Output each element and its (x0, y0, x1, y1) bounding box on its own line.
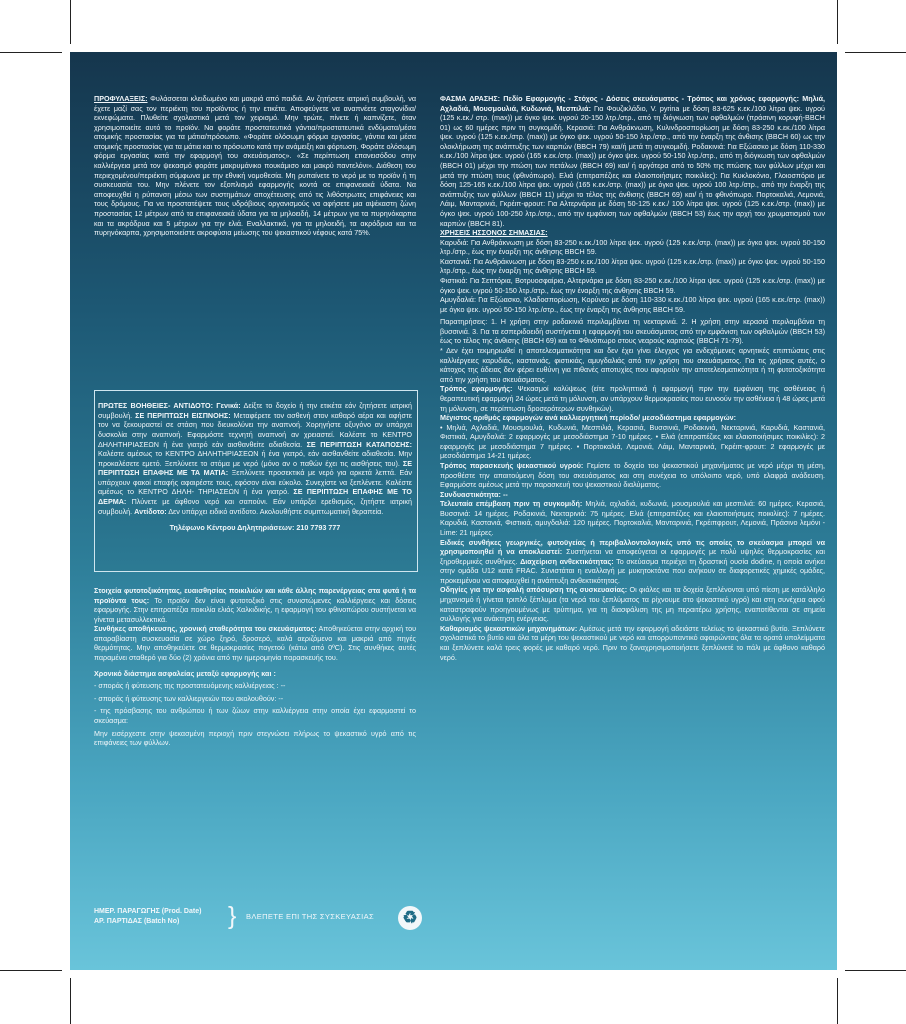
last-application-text: Μηλιά, αχλαδιά, κυδωνιά, μουσμουλιά και μεσπιλιά: 60 ημέρες. Κερασιά, Βυσσινιά: 14 ημέρες. Ροδακινιά, Νεκταρινιά: 75 ημέρες. Ελιά (επιτραπέζιες και ελαιοποιήσιμες ποικιλίες): 7 ημέρες. Καρυδιά, Καστανιά, Φιστικιά, αμυγδαλιά: 120 ημέρες. Πορτοκαλιά, Μανταρινιά, Γκρέιπφρουτ, Λεμονιά, Πράσινο λεμόνι - Lime: 21 ημέρες. (440, 499, 825, 538)
ingestion-text: Καλέστε αμέσως το ΚΕΝΤΡΟ ΔΗΛΗΤΗΡΙΑΣΕΩΝ ή ένα γιατρό, εάν αισθανθείτε αδιαθεσία. Μην προκαλέσετε εμετό. Ξεπλύνετε το στόμα με νερό (μόνο αν ο παθών έχει τις αισθήσεις του). (98, 449, 412, 468)
spectrum-text: Για Φουζικλάδιο, V. pyrina με δόση 83-625 κ.εκ./100 λίτρα ψεκ. υγρού (125 κ.εκ./ στρ. (max)) με όγκο ψεκ. υγρού 20-150 λτρ./στρ., από τη διόγκωση των οφθαλμών (πράσινη κορυφή-BBCH 01) ως 60 ημέρες πριν τη συγκομιδή. Κερασιά: Για Ανθράκνωση, Κυλινδροσπορίωση με δόση 83-250 κ.εκ./100 λίτρα ψεκ. υγρού (125 κ.εκ./στρ. (max)) με όγκο ψεκ. υγρού 50-150 λτρ./στρ., από την έναρξη της άνθισης (BBCH 60) ως την ολοκλήρωση της ανάπτυξης των καρπών (BBCH 79) και/ή μετά τη συγκομιδή. Ροδακινιά: Για Εξώασκο με δόση 110-330 κ.εκ./100 λίτρα ψεκ. υγρού (165 κ.εκ./στρ. (max)) με όγκο ψεκ. υγρού 50-150 λτρ./στρ., από τη διόγκωση των οφθαλμών (BBCH 01) μέχρι την πτώση των πετάλων (BBCH 69) και/ ή αργότερα από το 50% της πτώσης των φύλλων μέχρι και μετά την πτώση τους (φθινόπωρο). Ελιά (επιτραπέζιες και ελαιοποιήσιμες ποικιλίες): Για Κυκλοκόνιο, Γλοιοσπόριο με δόση 125-165 κ.εκ./100 λίτρα ψεκ. υγρού (165 κ.εκ./στρ. (max)) με όγκο ψεκ. υγρού 100 λτρ./στρ., από την έναρξη της ανάπτυξης των φύλλων (BBCH 11) μέχρι το τέλος της άνθισης (BBCH 69) και/ ή το φθινόπωρο. Πορτοκαλιά, Λεμονιά, Λάιμ, Μανταρινιά, Γκρέιπ-φρουτ: Για Αλτερνάρια με δόση 50-125 κ.εκ./ 100 λίτρα ψεκ. υγρού (125 κ.εκ./στρ. (max)) με όγκο ψεκ. υγρού 100-250 λτρ./στρ., από την εμφάνιση των οφθαλμών (BBCH 53) έως την αρχή του χρωματισμού των καρπών (BBCH 81). (440, 103, 825, 228)
minor-use-chestnut: Καστανιά: Για Ανθράκνωση με δόση 83-250 κ.εκ./100 λίτρα ψεκ. υγρού (125 κ.εκ./στρ. (max)) με όγκο ψεκ. υγρού 50-150 λτρ./στρ., έως την έναρξη της άνθησης BBCH 59. (440, 256, 825, 276)
first-aid-section (98, 394, 412, 540)
eye-contact-text: Ξεπλύνετε προσεκτικά με νερό για αρκετά λεπτά. Εάν υπάρχουν φακοί επαφής αφαιρέστε τους, εφόσον είναι εύκολο. Συνεχίστε να ξεπλένετε. Καλέστε αμέσως το ΚΕΝΤΡΟ ΔΗΛΗ- ΤΗΡΙΑΣΕΩΝ ή ένα γιατρό. (98, 468, 412, 497)
inhalation-label: ΣΕ ΠΕΡΙΠΤΩΣΗ ΕΙΣΠΝΟΗΣ: (135, 410, 231, 420)
production-info (94, 907, 201, 927)
lower-left-section (94, 586, 416, 748)
safety-interval-title: Χρονικό διάστημα ασφαλείας μεταξύ εφαρμογής και : (94, 668, 276, 678)
minor-use-pistachio: Φιστικιά: Για Σεπτόρια, Βοτρυοσφαίρια, Αλτερνάρια με δόση 83-250 κ.εκ./100 λίτρα ψεκ. υγρού (125 κ.εκ./στρ. (max)) με όγκο ψεκ. υγρού 50-150 λτρ./στρ., έως την έναρξη της άνθησης BBCH 59. (440, 275, 825, 295)
first-aid-general-label: Γενικά: (216, 401, 241, 411)
method-title: Τρόπος εφαρμογής: (440, 384, 513, 394)
inhalation-text: Μεταφέρετε τον ασθενή στον καθαρό αέρα και αφήστε τον να ξεκουραστεί σε στάση που διευκολύνει την αναπνοή. Χορηγήστε οξυγόνο αν υπάρχει δυσκολία στην αναπνοή. Εφαρμόστε τεχνητή αναπνοή αν χρειαστεί. Καλέστε το ΚΕΝΤΡΟ ΔΗΛΗΤΗΡΙΑΣΕΩΝ ή ένα γιατρό εάν αισθανθείτε αδιαθεσία. (98, 410, 412, 449)
cleaning-text: Αμέσως μετά την εφαρμογή αδειάστε τελείως το ψεκαστικό βυτίο. Ξεπλύνετε σχολαστικά το βυτίο και όλα τα μέρη του ψεκαστικού με νερό και απορρυπαντικό αφαιρώντας όλα τα ορατά υπολείμματα και ξεπλύνετε καλά τρεις φορές με καθαρό νερό. Πριν το ξαναχρησιμοποιήσετε ξεπλύνετέ το πάλι με άφθονο καθαρό νερό. (440, 623, 826, 662)
disposal-title: Οδηγίες για την ασφαλή απόσυρση της συσκευασίας: (440, 585, 628, 595)
phytotoxicity-title: Στοιχεία φυτοτοξικότητας, ευαισθησίας ποικιλιών και κάθε άλλης παρενέργειας στα φυτά ή τα προϊόντα τους: (94, 586, 416, 605)
minor-use-walnut: Καρυδιά: Για Ανθράκνωση με δόση 83-250 κ.εκ./100 λίτρα ψεκ. υγρού (125 κ.εκ./στρ. (max)) με όγκο ψεκ. υγρού 50-150 λτρ./στρ., έως την έναρξη της άνθησης BBCH 59. (440, 237, 825, 257)
crop-mark (837, 0, 838, 44)
compatibility-text: Συνδυαστικότητα: -- (440, 489, 508, 499)
special-conditions-title: Ειδικές συνθήκες γεωργικές, φυτοϋγείας ή περιβαλλοντολογικές υπό τις οποίες το σκεύασμα μπορεί να χρησιμοποιηθεί ή να αποκλειστεί: (440, 537, 825, 557)
right-column (440, 94, 825, 662)
see-package-note: ΒΛΕΠΕΤΕ ΕΠΙ ΤΗΣ ΣΥΣΚΕΥΑΣΙΑΣ (246, 912, 374, 921)
brace-symbol: } (228, 902, 237, 930)
antidote-text: Δεν υπάρχει ειδικό αντίδοτο. Ακολουθήστε συμπτωματική θεραπεία. (168, 506, 384, 516)
precautions-text: Φυλάσσεται κλειδωμένο και μακριά από παιδιά. Αν ζητήσετε ιατρική συμβουλή, να έχετε μαζί σας τον περιέκτη του προϊόντος ή την ετικέτα. Αποφεύγετε να αναπνέετε σταγονίδια/εκνεφώματα. Πλυθείτε σχολαστικά μετά τον χειρισμό. Μην τρώτε, πίνετε ή καπνίζετε, όταν χρησιμοποιείτε αυτό το προϊόν. Να φοράτε προστατευτικά γάντια/προστατευτικά ενδύματα/μέσα ατομικής προστασίας για τα μάτια/πρόσωπο. «Φοράτε ολόσωμη φόρμα εργασίας, γάντια και μέσα ατομικής προστασίας για τα μάτια και το πρόσωπο κατά την ανάμειξη και φόρτωση. Φοράτε ολόσωμη φόρμα εργασίας κατά την εφαρμογή του σκευάσματος». «Σε περίπτωση επανεισόδου στην καλλιέργεια μετά τον ψεκασμό φοράτε μακρυμάνικο πουκάμισο και μακρύ παντελόνι». Διάθεση του περιεχομένου/περιέκτη σύμφωνα με την εθνική νομοθεσία. Μη ρυπαίνετε το νερό με το προϊόν ή τη συσκευασία του. Μην πλένετε τον εξοπλισμό εφαρμογής κοντά σε επιφανειακά ύδατα. Να αποφευχθεί η ρύπανση μέσω των συστημάτων αποχέτευσης από τις λιθόστρωτες επιφάνειες και τους δρόμους. Για να προστατέψετε τους υδρόβιους οργανισμούς να αφήσετε μια αψέκαστη ζώνη προστασίας 12 μέτρων από τα επιφανειακά ύδατα για τα μηλοειδή, 14 μέτρων για τα πυρηνόκαρπα και τα ακρόδρυα και 5 μέτρων για την ελιά. Εναλλακτικά, για τα μηλοειδή, τα ακρόδρυα και τα πυρηνόκαρπα, χρησιμοποιείστε ακροφύσια μείωσης του ψεκαστικού νέφους κατά 75%. (94, 94, 417, 238)
ingestion-label: ΣΕ ΠΕΡΙΠΤΩΣΗ ΚΑΤΑΠΟΣΗΣ: (306, 439, 413, 449)
crop-mark (70, 978, 71, 1024)
poison-center-phone: Τηλέφωνο Κέντρου Δηλητηριάσεων: 210 7793 777 (169, 523, 341, 533)
precautions-title: ΠΡΟΦΥΛΑΞΕΙΣ: (94, 94, 148, 103)
special-conditions-text: Συστήνεται να αποφεύγεται οι εφαρμογές με πολύ υψηλές θερμοκρασίες και ξηροθερμικές συνθήκες. (440, 547, 825, 566)
first-aid-general-text: Δείξτε το δοχείο ή την ετικέτα εάν ζητήσετε ιατρική συμβουλή. (98, 401, 412, 420)
safety-interval-line: - σποράς ή φύτευσης των καλλιεργειών που ακολουθούν: -- (94, 693, 284, 703)
phytotoxicity-text: Το προϊόν δεν είναι φυτοτοξικό στις συνιστώμενες καλλιέργειες και δόσεις εφαρμογής. Στην επιτραπέζια ποικιλία ελιάς Χαλκιδικής, η εφαρμογή του φθινοπώρου συστήνεται να γίνεται μετασυλλεκτικά. (94, 595, 416, 624)
crop-mark (845, 52, 906, 53)
max-applications-text: • Μηλιά, Αχλαδιά, Μουσμουλιά, Κυδωνιά, Μεσπιλιά, Κερασιά, Βυσσινιά, Ροδακινιά, Νεκταρινιά, Καρυδιά, Καστανιά, Φιστικιά, Αμυγδαλιά: 2 εφαρμογές με μεσοδιάστημα 7-10 ημέρες. • Ελιά (επιτραπέζιες και ελαιοποιήσιμες ποικιλίες): 2 εφαρμογές με μεσοδιάστημα 7 ημέρες. • Πορτοκαλιά, Λεμονιά, Λάιμ, Μανταρινιά, Γκρέιπ-φρουτ: 2 εφαρμογές με μεσοδιάστημα 14-21 ημέρες. (440, 422, 825, 461)
recycle-icon: ♻ (398, 906, 422, 930)
last-application-title: Τελευταία επέμβαση πριν τη συγκομιδή: (440, 499, 583, 509)
resistance-text: Το σκεύασμα περιέχει τη δραστική ουσία dodine, η οποία ανήκει στην ομάδα U12 κατά FRAC. Συνιστάται η εναλλαγή με μυκητοκτόνα που ανήκουν σε διαφορετικές χημικές ομάδες, προκειμένου να αποφευχθεί η ανάπτυξη ανθεκτικότητας. (440, 556, 825, 585)
crop-mark (0, 970, 62, 971)
resistance-title: Διαχείριση ανθεκτικότητας: (520, 556, 614, 566)
safety-interval-line: Μην εισέρχεστε στην ψεκασμένη περιοχή πριν στεγνώσει πλήρως το ψεκαστικό υγρό από τις επιφάνειες των φύλλων. (94, 728, 416, 748)
storage-title: Συνθήκες αποθήκευσης, χρονική σταθερότητα του σκευάσματος: (94, 624, 317, 634)
preparation-title: Τρόπος παρασκευής ψεκαστικού υγρού: (440, 460, 584, 470)
disclaimer-text: * Δεν έχει τεκμηριωθεί η αποτελεσματικότητα και δεν έχει γίνει έλεγχος για ενδεχόμενες αρνητικές επιπτώσεις στις καλλιέργειες καρυδιάς, καστανιάς, φιστικιάς, αμυγδαλιάς από την χρήση του σκευάσματος. Για τις χρήσεις αυτές, ο κάτοχος της άδειας δεν φέρει ευθύνη για πιθανές αποτυχίες που αφορούν την αποτελεσματικότητα ή τη φυτοτοξικότητα από την χρήση του σκευάσματος. (440, 346, 825, 384)
production-date-label: ΗΜΕΡ. ΠΑΡΑΓΩΓΗΣ (Prod. Date) (94, 908, 202, 915)
label-panel (70, 52, 837, 970)
minor-uses-title: ΧΡΗΣΕΙΣ ΗΣΣΟΝΟΣ ΣΗΜΑΣΙΑΣ: (440, 228, 548, 238)
crop-mark (837, 978, 838, 1024)
batch-number-label: ΑΡ. ΠΑΡΤΙΔΑΣ (Batch No) (94, 917, 180, 925)
crop-mark (70, 0, 71, 44)
method-text: Ψεκασμοί καλύψεως (είτε προληπτικά ή εφαρμογή πριν την εμφάνιση της ασθένειας ή θεραπευτική εφαρμογή 24 ώρες μετά τη μόλυνση, αν υπάρχουν θερμοκρασίες που ευνοούν την ασθένεια ή 48 ώρες μετά τη μόλυνση, σε περίπτωση δροσερότερων συνθηκών). (440, 384, 825, 413)
antidote-label: Αντίδοτο: (134, 506, 167, 516)
disposal-text: Οι φιάλες και τα δοχεία ξεπλένονται υπό πίεση με κατάλληλο μηχανισμό ή γίνεται τριπλό ξέπλυμα (τα νερά του ξεπλύματος τα ρίχνουμε στο ψεκαστικό υγρό) και στη συνέχεια αφού καταστραφούν προηγουμένως με τρύπημα, για τη διασφάλιση της μη περαιτέρω χρήσης, εναποτίθενται σε σημεία συλλογής για ανάκτηση ενέργειας. (440, 585, 825, 624)
max-applications-title: Μέγιστος αριθμός εφαρμογών ανά καλλιεργητική περίοδο/ μεσοδιάστημα εφαρμογών: (440, 413, 737, 423)
skin-contact-label: ΣΕ ΠΕΡΙΠΤΩΣΗ ΕΠΑΦΗΣ ΜΕ ΤΟ ΔΕΡΜΑ: (98, 487, 413, 506)
cleaning-title: Καθαρισμός ψεκαστικών μηχανημάτων: (440, 623, 578, 633)
minor-use-almond: Αμυγδαλιά: Για Εξώασκο, Κλαδοσπορίωση, Κορύνεο με δόση 110-330 κ.εκ./100 λίτρα ψεκ. υγρού (165 κ.εκ./στρ. (max)) με όγκο ψεκ. υγρού 50-150 λτρ./στρ., έως την έναρξη της άνθησης BBCH 59. (440, 295, 825, 314)
preparation-text: Γεμίστε το δοχείο του ψεκαστικού μηχανήματος με νερό μέχρι τη μέση, προσθέστε την απαιτούμενη δόση του σκευάσματος και στη συνέχεια το υπόλοιπο νερό, υπό ελαφρά ανάδευση. Εφαρμόστε αμέσως μετά την παρασκευή του ψεκαστικού διαλύματος. (440, 460, 825, 490)
spectrum-title: ΦΑΣΜΑ ΔΡΑΣΗΣ: Πεδίο Εφαρμογής - Στόχος - Δόσεις σκευάσματος - Τρόπος και χρόνος εφαρμογής: Μηλιά, Αχλαδιά, Μουσμουλιά, Κυδωνιά, Μεσπιλιά: (440, 94, 825, 113)
first-aid-title: ΠΡΩΤΕΣ ΒΟΗΘΕΙΕΣ- ΑΝΤΙΔΟΤΟ: (98, 401, 213, 411)
crop-mark (0, 52, 62, 53)
crop-mark (845, 970, 906, 971)
safety-interval-line: - σποράς ή φύτευσης της προστατευόμενης καλλιέργειας : -- (94, 681, 286, 691)
precautions-section (94, 94, 416, 238)
storage-text: Αποθηκεύεται στην αρχική του απαραβίαστη συσκευασία σε χώρο ξηρό, δροσερό, καλά αεριζόμενο και μακριά από πηγές θερμότητας. Μην αποθηκεύετε σε θερμοκρασίες παγετού (κάτω από 0ºC). Στις συνθήκες αυτές παραμένει σταθερό για δύο (2) χρόνια από την ημερομηνία παρασκευής του. (94, 624, 417, 663)
notes-text: Παρατηρήσεις: 1. Η χρήση στην ροδακινιά περιλαμβάνει τη νεκταρινιά. 2. Η χρήση στην κερασιά περιλαμβάνει τη βυσσινιά. 3. Για τα εσπεριδοειδή συστήνεται η εφαρμογή του σκευάσματος από την εμφάνιση των οφθαλμών (BBCH 53) έως το τέλος της άνθισης (BBCH 69) και το Φθινόπωρο στους νεαρούς καρπούς (BBCH 71-79). (440, 317, 825, 346)
skin-contact-text: Πλύνετε με άφθονο νερό και σαπούνι. Εάν υπάρξει ερεθισμός, ζητήστε ιατρική συμβουλή. (98, 496, 412, 516)
safety-interval-line: - της πρόσβασης του ανθρώπου ή των ζώων στην καλλιέργεια στην οποία έχει εφαρμοστεί το σκεύασμα: (94, 706, 416, 725)
eye-contact-label: ΣΕ ΠΕΡΙΠΤΩΣΗ ΕΠΑΦΗΣ ΜΕ ΤΑ ΜΑΤΙΑ: (98, 458, 413, 478)
